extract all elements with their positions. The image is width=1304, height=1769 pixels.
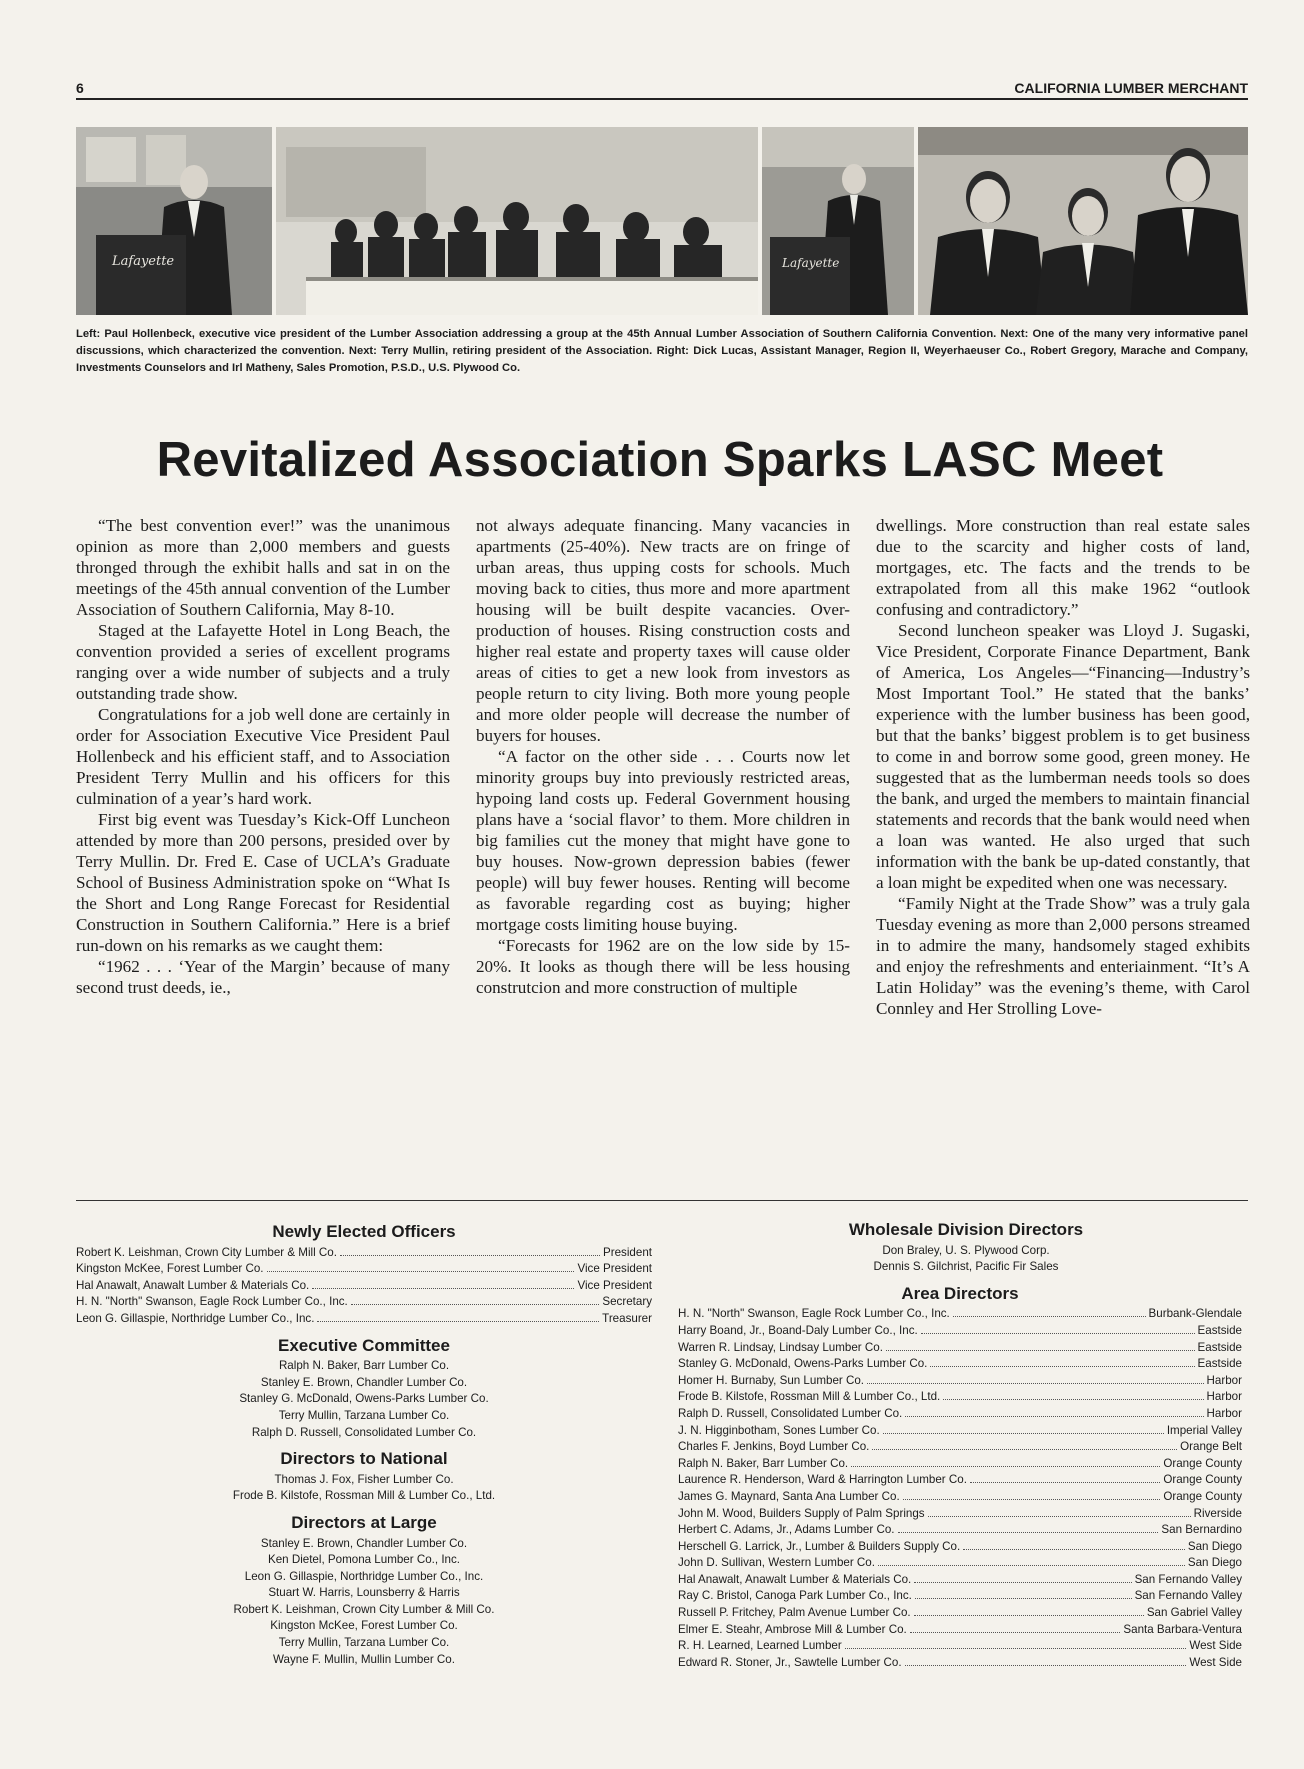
- article-column-1: [76, 515, 450, 1019]
- officer-row: [76, 1294, 652, 1311]
- director-area: West Side: [1189, 1655, 1242, 1669]
- area-director-row: [678, 1539, 1242, 1556]
- area-director-row: [678, 1323, 1242, 1340]
- director-name: Frode B. Kilstofe, Rossman Mill & Lumber Co., Ltd.: [678, 1390, 941, 1404]
- area-directors: [678, 1283, 1254, 1672]
- podium-logo-text: Lafayette: [112, 254, 175, 269]
- officer-role: Treasurer: [602, 1311, 652, 1325]
- area-director-row: [678, 1340, 1242, 1357]
- area-director-row: [678, 1588, 1242, 1605]
- executive-committee: [76, 1335, 652, 1442]
- list-item: Stanley E. Brown, Chandler Lumber Co.: [260, 1536, 468, 1550]
- director-name: Laurence R. Henderson, Ward & Harrington Lumber Co.: [678, 1473, 967, 1487]
- director-area: Harbor: [1206, 1390, 1242, 1404]
- director-area: San Fernando Valley: [1134, 1589, 1242, 1603]
- paragraph: “Family Night at the Trade Show” was a truly gala Tuesday evening as more than 2,000 persons streamed in to admire the many, handsomely staged exhibits and enjoy the refreshments and enteriainment. “It’s A Latin Holiday” was the evening’s theme, with Carol Connley and Her Strolling Love-: [876, 894, 1250, 1018]
- photo-strip: [76, 127, 1248, 315]
- director-name: Homer H. Burnaby, Sun Lumber Co.: [678, 1373, 865, 1387]
- paragraph: “Forecasts for 1962 are on the low side by 15-20%. It looks as though there will be less housing construtcion and more construction of multiple: [476, 936, 850, 997]
- photo-terry-mullin: [762, 127, 914, 315]
- director-area: West Side: [1189, 1639, 1242, 1653]
- director-area: Eastside: [1197, 1323, 1242, 1337]
- executive-committee-title: Executive Committee: [278, 1335, 450, 1355]
- paragraph: Congratulations for a job well done are certainly in order for Association Executive Vice President Paul Hollenbeck and his efficient staff, and to Association President Terry Mullin and his officers for this culmination of a year’s hard work.: [76, 705, 450, 808]
- list-item: Ralph N. Baker, Barr Lumber Co.: [278, 1359, 450, 1373]
- area-director-row: [678, 1356, 1242, 1373]
- list-item: Kingston McKee, Forest Lumber Co.: [270, 1619, 458, 1633]
- director-name: Ralph D. Russell, Consolidated Lumber Co.: [678, 1406, 903, 1420]
- list-item: Ralph D. Russell, Consolidated Lumber Co.: [251, 1425, 477, 1439]
- director-name: Herschell G. Larrick, Jr., Lumber & Builders Supply Co.: [678, 1539, 961, 1553]
- director-name: Charles F. Jenkins, Boyd Lumber Co.: [678, 1440, 870, 1454]
- director-area: San Diego: [1187, 1556, 1242, 1570]
- area-director-row: [678, 1456, 1242, 1473]
- director-area: Orange County: [1163, 1473, 1242, 1487]
- director-area: Imperial Valley: [1166, 1423, 1242, 1437]
- area-director-row: [678, 1306, 1242, 1323]
- director-name: J. N. Higginbotham, Sones Lumber Co.: [678, 1423, 880, 1437]
- area-director-row: [678, 1555, 1242, 1572]
- list-item: Leon G. Gillaspie, Northridge Lumber Co., Inc.: [244, 1569, 484, 1583]
- area-director-row: [678, 1506, 1242, 1523]
- photo-speaker-hollenbeck: [76, 127, 272, 315]
- header-rule: [76, 98, 1248, 100]
- list-item: Stuart W. Harris, Lounsberry & Harris: [268, 1586, 460, 1600]
- area-directors-title: Area Directors: [901, 1283, 1019, 1303]
- director-area: Eastside: [1197, 1340, 1242, 1354]
- director-area: Orange Belt: [1180, 1440, 1242, 1454]
- paragraph-continued: dwellings. More construction than real estate sales due to the scarcity and higher costs of land, mortgages, etc. The facts and the trends to be extrapolated from all this make 1962 “outlook confusing and contradictory.”: [876, 516, 1250, 619]
- officers-title: Newly Elected Officers: [272, 1222, 456, 1241]
- podium-logo-text: Lafayette: [782, 256, 840, 270]
- director-name: Ralph N. Baker, Barr Lumber Co.: [678, 1456, 849, 1470]
- list-item: Don Braley, U. S. Plywood Corp.: [882, 1243, 1050, 1257]
- list-item: Terry Mullin, Tarzana Lumber Co.: [278, 1408, 450, 1422]
- director-area: Harbor: [1206, 1406, 1242, 1420]
- directors-national-title: Directors to National: [280, 1449, 448, 1469]
- area-director-row: [678, 1622, 1242, 1639]
- article-headline: Revitalized Association Sparks LASC Meet: [156, 433, 1164, 487]
- officer-role: Vice President: [577, 1278, 652, 1292]
- list-item: Robert K. Leishman, Crown City Lumber & Mill Co.: [233, 1602, 495, 1616]
- officer-name: H. N. "North" Swanson, Eagle Rock Lumber Co., Inc.: [76, 1295, 348, 1309]
- directors-large-title: Directors at Large: [291, 1512, 437, 1532]
- director-area: San Fernando Valley: [1134, 1572, 1242, 1586]
- area-director-row: [678, 1605, 1242, 1622]
- directors-at-large: [76, 1512, 652, 1668]
- paragraph: First big event was Tuesday’s Kick-Off Luncheon attended by more than 200 persons, presided over by Terry Mullin. Dr. Fred E. Case of UCLA’s Graduate School of Business Administration spoke on “What Is the Short and Long Range Forecast for Residential Construction in Southern California.” Here is a brief run-down on his remarks as we caught them:: [76, 810, 450, 955]
- director-name: Stanley G. McDonald, Owens-Parks Lumber Co.: [678, 1357, 928, 1371]
- paragraph: “The best convention ever!” was the unanimous opinion as more than 2,000 members and guests thronged through the exhibit halls and sat in on the meetings of the 45th annual convention of the Lumber Association of Southern California, May 8-10.: [76, 516, 450, 619]
- list-item: Dennis S. Gilchrist, Pacific Fir Sales: [873, 1260, 1059, 1274]
- list-item: Terry Mullin, Tarzana Lumber Co.: [278, 1636, 450, 1650]
- photo-panel-discussion: [276, 127, 758, 315]
- officer-name: Robert K. Leishman, Crown City Lumber & Mill Co.: [76, 1245, 337, 1259]
- officer-name: Leon G. Gillaspie, Northridge Lumber Co., Inc.: [76, 1311, 315, 1325]
- list-item: Frode B. Kilstofe, Rossman Mill & Lumber Co., Ltd.: [232, 1489, 496, 1503]
- paragraph: Second luncheon speaker was Lloyd J. Sugaski, Vice President, Corporate Finance Department, Bank of America, Los Angeles—“Financing—Industry’s Most Important Tool.” He stated that the banks’ experience with the lumber business has been good, but that the banks’ biggest problem is to get business to come in and borrow some good, green money. He suggested that as the lumberman needs tools so does the bank, and urged the members to maintain financial statements and records that the bank would need when a loan was wanted. He also urged that such information with the bank be up-dated constantly, that a loan might be expedited when one was necessary.: [876, 621, 1250, 892]
- officer-row: [76, 1278, 652, 1295]
- director-area: Santa Barbara-Ventura: [1123, 1622, 1242, 1636]
- director-area: Riverside: [1193, 1506, 1242, 1520]
- director-area: Harbor: [1206, 1373, 1242, 1387]
- officer-role: Vice President: [577, 1262, 652, 1276]
- officer-row: [76, 1311, 652, 1328]
- area-director-row: [678, 1638, 1242, 1655]
- directors-section: [678, 1222, 1254, 1681]
- director-name: Warren R. Lindsay, Lindsay Lumber Co.: [678, 1340, 883, 1354]
- director-name: Elmer E. Steahr, Ambrose Mill & Lumber Co.: [678, 1622, 907, 1636]
- list-item: Thomas J. Fox, Fisher Lumber Co.: [274, 1472, 454, 1486]
- officer-row: [76, 1261, 652, 1278]
- director-name: Harry Boand, Jr., Boand-Daly Lumber Co., Inc.: [678, 1323, 918, 1337]
- officer-name: Kingston McKee, Forest Lumber Co.: [76, 1262, 264, 1276]
- director-name: Ray C. Bristol, Canoga Park Lumber Co., Inc.: [678, 1589, 912, 1603]
- director-name: H. N. "North" Swanson, Eagle Rock Lumber Co., Inc.: [678, 1307, 950, 1321]
- director-area: San Gabriel Valley: [1146, 1606, 1242, 1620]
- list-item: Stanley E. Brown, Chandler Lumber Co.: [260, 1375, 468, 1389]
- article-body: [76, 515, 1250, 1019]
- director-name: Hal Anawalt, Anawalt Lumber & Materials Co.: [678, 1572, 912, 1586]
- area-director-row: [678, 1423, 1242, 1440]
- article-column-2: [476, 515, 850, 1019]
- paragraph: “1962 . . . ‘Year of the Margin’ because of many second trust deeds, ie.,: [76, 957, 450, 997]
- officer-role: Secretary: [602, 1295, 652, 1309]
- area-director-row: [678, 1439, 1242, 1456]
- area-director-row: [678, 1572, 1242, 1589]
- director-area: San Bernardino: [1161, 1523, 1242, 1537]
- paragraph-continued: not always adequate financing. Many vacancies in apartments (25-40%). New tracts are on fringe of urban areas, thus upping costs for schools. Much moving back to cities, thus more and more apartment housing will be built despite vacancies. Over-production of houses. Rising construction costs and higher real estate and property taxes will cause older areas of cities to get a new look from investors as people return to city living. Both more young people and more older people will decrease the number of buyers for houses.: [476, 516, 850, 745]
- newly-elected-officers: [76, 1224, 652, 1328]
- area-director-row: [678, 1373, 1242, 1390]
- area-director-row: [678, 1472, 1242, 1489]
- officer-role: President: [603, 1245, 652, 1259]
- director-name: John M. Wood, Builders Supply of Palm Springs: [678, 1506, 925, 1520]
- paragraph: Staged at the Lafayette Hotel in Long Beach, the convention provided a series of excellent programs ranging over a wide number of subjects and a truly outstanding trade show.: [76, 621, 450, 703]
- paragraph: “A factor on the other side . . . Courts now let minority groups buy into previously restricted areas, hypoing land costs up. Federal Government housing plans have a ‘social flavor’ to them. More children in big families cut the money that might have gone to buy houses. Now-grown depression babies (fewer people) will buy fewer houses. Renting will become as favorable regarding cost as buying; higher mortgage costs limiting house buying.: [476, 747, 850, 934]
- officer-name: Hal Anawalt, Anawalt Lumber & Materials Co.: [76, 1278, 310, 1292]
- director-name: R. H. Learned, Learned Lumber: [678, 1639, 842, 1653]
- section-divider: [76, 1200, 1248, 1201]
- officer-row: [76, 1245, 652, 1262]
- publication-title: CALIFORNIA LUMBER MERCHANT: [1014, 80, 1248, 96]
- photo-caption: Left: Paul Hollenbeck, executive vice president of the Lumber Association addressing a group at the 45th Annual Lumber Association of Southern California Convention. Next: One of the many very informative panel discussions, which characterized the convention. Next: Terry Mullin, retiring president of the Association. Right: Dick Lucas, Assistant Manager, Region II, Weyerhaeuser Co., Robert Gregory, Marache and Company, Investments Counselors and Irl Matheny, Sales Promotion, P.S.D., U.S. Plywood Co.: [76, 328, 1248, 374]
- area-director-row: [678, 1522, 1242, 1539]
- area-director-row: [678, 1406, 1242, 1423]
- director-name: Russell P. Fritchey, Palm Avenue Lumber Co.: [678, 1606, 911, 1620]
- director-area: Orange County: [1163, 1456, 1242, 1470]
- director-area: Burbank-Glendale: [1148, 1307, 1242, 1321]
- director-name: Herbert C. Adams, Jr., Adams Lumber Co.: [678, 1523, 895, 1537]
- director-area: Orange County: [1163, 1489, 1242, 1503]
- list-item: Stanley G. McDonald, Owens-Parks Lumber Co.: [239, 1392, 489, 1406]
- photo-three-guests: [918, 127, 1248, 315]
- running-header: [76, 74, 1248, 96]
- area-director-row: [678, 1655, 1242, 1672]
- page-number: 6: [76, 80, 84, 96]
- directors-to-national: [76, 1451, 652, 1505]
- director-area: Eastside: [1197, 1357, 1242, 1371]
- area-director-row: [678, 1389, 1242, 1406]
- list-item: Ken Dietel, Pomona Lumber Co., Inc.: [267, 1553, 461, 1567]
- wholesale-division-directors: [678, 1222, 1254, 1276]
- list-item: Wayne F. Mullin, Mullin Lumber Co.: [273, 1652, 455, 1666]
- area-director-row: [678, 1489, 1242, 1506]
- director-area: San Diego: [1187, 1539, 1242, 1553]
- wholesale-title: Wholesale Division Directors: [848, 1220, 1084, 1239]
- officers-section: [76, 1224, 652, 1678]
- director-name: John D. Sullivan, Western Lumber Co.: [678, 1556, 875, 1570]
- article-column-3: [876, 515, 1250, 1019]
- director-name: James G. Maynard, Santa Ana Lumber Co.: [678, 1489, 900, 1503]
- director-name: Edward R. Stoner, Jr., Sawtelle Lumber Co.: [678, 1655, 902, 1669]
